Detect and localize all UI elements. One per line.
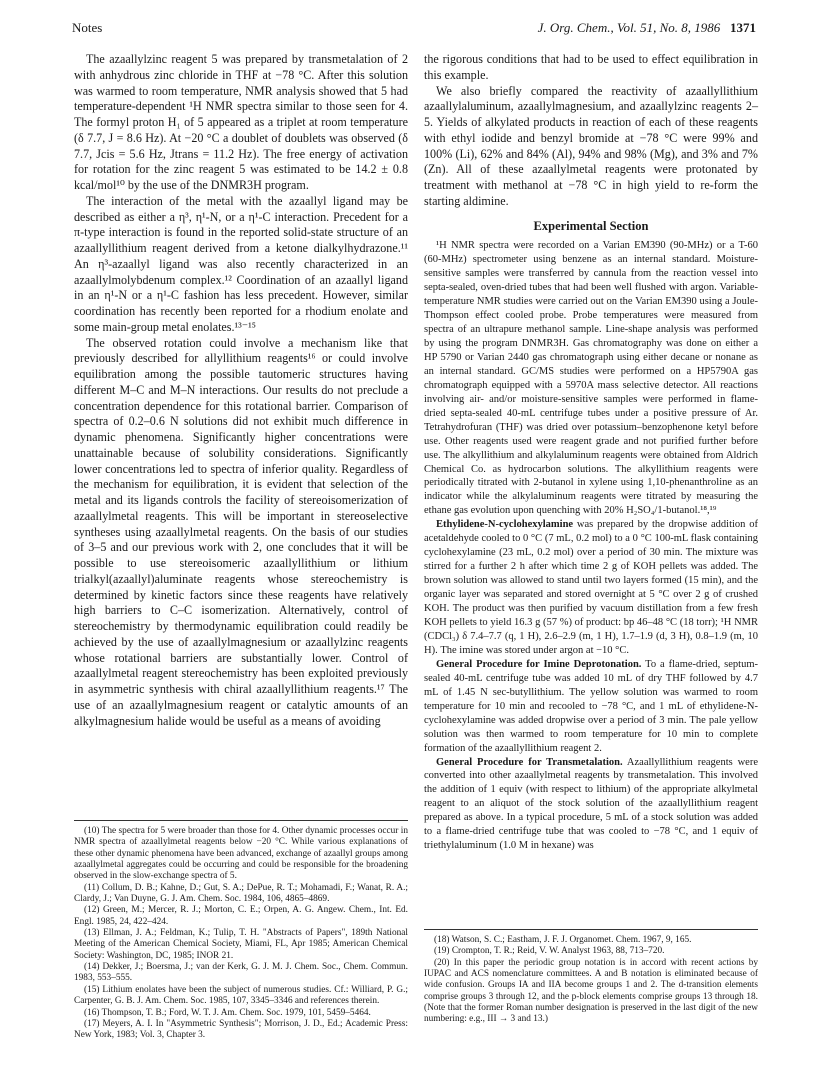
footnote: (10) The spectra for 5 were broader than those for 4. Other dynamic processes occur in NMR spectra of azaallylmetal reagents below −20 °C. While various explanations of these other dynamic phenomena have been advanced, exchange of azaallyl groups among azaallylmetal aggregates could be occurring and could be responsible for the broadening observed in the slow-exchange spectra of 5. <box>74 826 408 882</box>
footnotes-right <box>424 935 758 1026</box>
journal-name: J. Org. Chem., Vol. 51, No. 8, 1986 <box>537 20 721 35</box>
run-in-heading: General Procedure for Transmetalation. <box>436 756 623 768</box>
footnote: (14) Dekker, J.; Boersma, J.; van der Kerk, G. J. M. J. Chem. Soc., Chem. Commun. 1983, 553–555. <box>74 962 408 984</box>
footnote: (17) Meyers, A. I. In "Asymmetric Synthesis"; Morrison, J. D., Ed.; Academic Press: New York, 1983; Vol. 3, Chapter 3. <box>74 1018 408 1041</box>
experimental-section <box>424 239 758 853</box>
footnote-rule <box>424 929 758 930</box>
page-number: 1371 <box>730 20 756 35</box>
paragraph <box>424 756 758 854</box>
footnote: (16) Thompson, T. B.; Ford, W. T. J. Am. Chem. Soc. 1979, 101, 5459–5464. <box>84 1007 371 1018</box>
paragraph: ¹H NMR spectra were recorded on a Varian EM390 (90-MHz) or a T-60 (60-MHz) spectrometer using benzene as an internal standard. Moisture-sensitive samples were transferred by cannula from the reaction vessel into septa-sealed, oven-dried tubes that had been well flushed with argon. Variable-temperature NMR studies were carried out on the Varian EM390 using a Joule-Thompson effect cooled probe. Probe temperatures were measured from spectra of an ultrapure methanol sample. Line-shape analysis was performed by using the program DNMR3H. Gas chromatography was done on either a HP 5790 or Varian 2440 gas chromatograph using either decane or nonane as an internal standard. GC/MS studies were performed on a HP5790A gas chromatograph equipped with a 5970A mass selective detector. All reactions involving air- and/or moisture-sensitive samples were performed in flame-dried septa-sealed 40-mL centrifuge tubes under a positive pressure of Ar. Tetrahydrofuran (THF) was dried over potassium–benzophenone ketyl before use. Other reagents used were reagent grade and not purified further before use. The alkyllithium and alkylaluminum reagents were obtained from Aldrich Chemical Co. as hydrocarbon solutions. The alkyllithium reagents were periodically titrated with 2-butanol in xylene using 1,10-phenanthroline as an indicator while the alkylaluminum reagents were titrated by measuring the ethane gas evolution upon quenching with 20% H₂SO₄/1-butanol.¹⁸,¹⁹ <box>424 240 758 517</box>
footnote: (19) Crompton, T. R.; Reid, V. W. Analyst 1963, 88, 713–720. <box>434 946 665 957</box>
section-label: Notes <box>72 20 103 35</box>
footnote: (11) Collum, D. B.; Kahne, D.; Gut, S. A.; DePue, R. T.; Mohamadi, F.; Wanat, R. A.; Clardy, J.; Van Duyne, G. J. Am. Chem. Soc. 1984, 106, 4865–4869. <box>74 882 408 905</box>
paragraph <box>424 518 758 658</box>
paragraph: The interaction of the metal with the azaallyl ligand may be described as either a η³, η¹-N, or a η¹-C interaction. Precedent for a π-type interaction is found in the reported solid-state structure of an azaallyllithium reagent derived from a ketone dialkylhydrazone.¹¹ An η³-azaallyl ligand was also recently characterized in an azaallylmolybdenum complex.¹² Coordination of an azaallyl ligand in an η¹-N or a η¹-C fashion has less precedent. However, similar coordination has recently been reported for a rhodium enolate and some main-group metal enolates.¹³⁻¹⁵ <box>74 193 408 334</box>
right-column <box>424 52 758 853</box>
footnote: (15) Lithium enolates have been the subject of numerous studies. Cf.: Williard, P. G.; Carpenter, G. B. J. Am. Chem. Soc. 1985, 107, 3345–3346 and references therein. <box>74 984 408 1007</box>
footnote-rule <box>74 820 408 821</box>
running-header <box>72 20 756 38</box>
run-in-heading: Ethylidene-N-cyclohexylamine <box>436 519 574 531</box>
footnote: (13) Ellman, J. A.; Feldman, K.; Tulip, T. H. "Abstracts of Papers", 189th National Meeting of the American Chemical Society, Miami, FL, Apr 1985; American Chemical Society: Washington, DC, 1985; INOR 21. <box>74 928 408 961</box>
paragraph: We also briefly compared the reactivity of azaallyllithium azaallylaluminum, azaallylmagnesium, and azaallylzinc reagents 2–5. Yields of alkylated products in reaction of each of these reagents with ethyl iodide and benzyl bromide at −78 °C were 99% and 100% (Li), 62% and 84% (Al), 94% and 98% (Mg), and 3% and 7% (Zn). All of these azaallylmetal reagents were protonated by treatment with methanol at −78 °C in high yield to re-form the starting aldimine. <box>424 83 758 208</box>
paragraph-text: To a flame-dried, septum-sealed 40-mL centrifuge tube was added 10 mL of dry THF followed by 4.7 mL of 1.45 N sec-butyllithium. The yellow solution was warmed to room temperature for 10 min and recooled to −78 °C, and 1 mL of ethylidene-N-cyclohexylamine was added dropwise over a period of 3 min. The pale yellow solution was then warmed to room temperature for 10 min to complete formation of the azaallyllithium reagent 2. <box>424 658 759 754</box>
paragraph-text: was prepared by the dropwise addition of acetaldehyde cooled to 0 °C (7 mL, 0.2 mol) to a 0 °C 100-mL flask containing cyclohexylamine (23 mL, 0.2 mol) over a period of 30 min. The mixture was stirred for a further 2 h after which time 2 g of KOH pellets was added. The brown solution was allowed to stand until two layers formed (15 min), and the organic layer was separated and stored overnight at 5 °C over 2 g of crushed KOH. The product was then purified by vacuum distillation from a few fresh KOH pellets to yield 16.3 g (57 %) of product: bp 46–48 °C (18 torr); ¹H NMR (CDCl₃) δ 7.4–7.7 (q, 1 H), 2.6–2.9 (m, 1 H), 1.7–1.9 (d, 3 H), 0.8–1.9 (m, 10 H). The imine was stored under argon at −10 °C. <box>424 519 758 656</box>
footnote: (20) In this paper the periodic group notation is in accord with recent actions by IUPAC and ACS nomenclature committees. A and B notation is eliminated because of wide confusion. Groups IA and IIA become groups 1 and 2. The d-transition elements comprise groups 3 through 12, and the p-block elements comprise groups 13 through 18. (Note that the former Roman number designation is preserved in the last digit of the new numbering: e.g., III → 3 and 13.) <box>424 957 758 1025</box>
paragraph-text: Azaallyllithium reagents were converted into other azaallylmetal reagents by transmetalation. This involved the addition of 1 equiv (with respect to lithium) of the appropriate alkylmetal reagent to an aliquot of the stock solution of the azaallyllithium reagent prepared as above. In a typical procedure, 5 mL of a stock solution was added to a flame-dried centrifuge tube that was cooled to −78 °C, and 1 equiv of triethylaluminum (1.0 M in hexane) was <box>424 756 758 852</box>
footnote: (12) Green, M.; Mercer, R. J.; Morton, C. E.; Orpen, A. G. Angew. Chem., Int. Ed. Engl. 1985, 24, 422–424. <box>74 905 408 927</box>
experimental-section-heading: Experimental Section <box>533 218 649 233</box>
paragraph: the rigorous conditions that had to be used to effect equilibration in this example. <box>424 52 758 82</box>
paragraph: The observed rotation could involve a mechanism like that previously described for allyllithium reagents¹⁶ or could involve equilibration among the possible tautomeric structures having different M–C and M–N interactions. Our results do not preclude a concentration dependence for this rotational barrier. Comparison of spectra of 0.2–0.6 N solutions did not exhibit much difference in dynamic phenomena. Significantly higher concentrations were unattainable because of solubility considerations. Significantly lower concentrations led to spectra of inferior quality. Regardless of the mechanism for equilibration, it is evident that selection of the metal and its ligands controls the facility of stereoisomerization of azaallylmetal reagents. This will be important in stereoselective syntheses using azaallylmetal reagents. On the basis of our studies of 3–5 and our previous work with 2, one concludes that it will be possible to use stereoisomeric azaallyllithium or lithium trialkyl(azaallyl)aluminate reagents whose stereochemistry is determined by kinetic factors since these reagents have relatively high barriers to C–C isomerization. Alternatively, control of stereochemistry by thermodynamic equilibration could readily be achieved by the use of azaallylmagnesium or azaallylzinc reagents whose rotational barriers are substantially lower. Control of azaallylmetal reagent stereochemistry has been exploited previously in asymmetric synthesis with chiral azaallyllithium reagents.¹⁷ The use of an azaallylmagnesium reagent or catalytic amounts of an alkylmagnesium halide would be useful as a means of avoiding <box>74 335 408 728</box>
footnotes-left <box>74 826 408 1042</box>
paragraph: The azaallylzinc reagent 5 was prepared by transmetalation of 2 with anhydrous zinc chloride in THF at −78 °C. After this solution was warmed to room temperature, NMR analysis showed that 5 had temperature-dependent ¹H NMR spectra similar to those seen for 4. The formyl proton H₁ of 5 appeared as a triplet at room temperature (δ 7.7, J = 8.6 Hz). At −20 °C a doublet of doublets was observed (δ 7.7, Jcis = 5.6 Hz, Jtrans = 11.2 Hz). The free energy of activation for rotation for the zinc reagent 5 was estimated to be 14.2 ± 0.8 kcal/mol¹⁰ by the use of the DNMR3H program. <box>74 52 408 192</box>
paragraph <box>424 658 758 756</box>
left-column <box>74 52 408 729</box>
journal-citation <box>538 20 756 36</box>
run-in-heading: General Procedure for Imine Deprotonation. <box>436 658 642 670</box>
footnote: (18) Watson, S. C.; Eastham, J. F. J. Organomet. Chem. 1967, 9, 165. <box>434 935 692 945</box>
